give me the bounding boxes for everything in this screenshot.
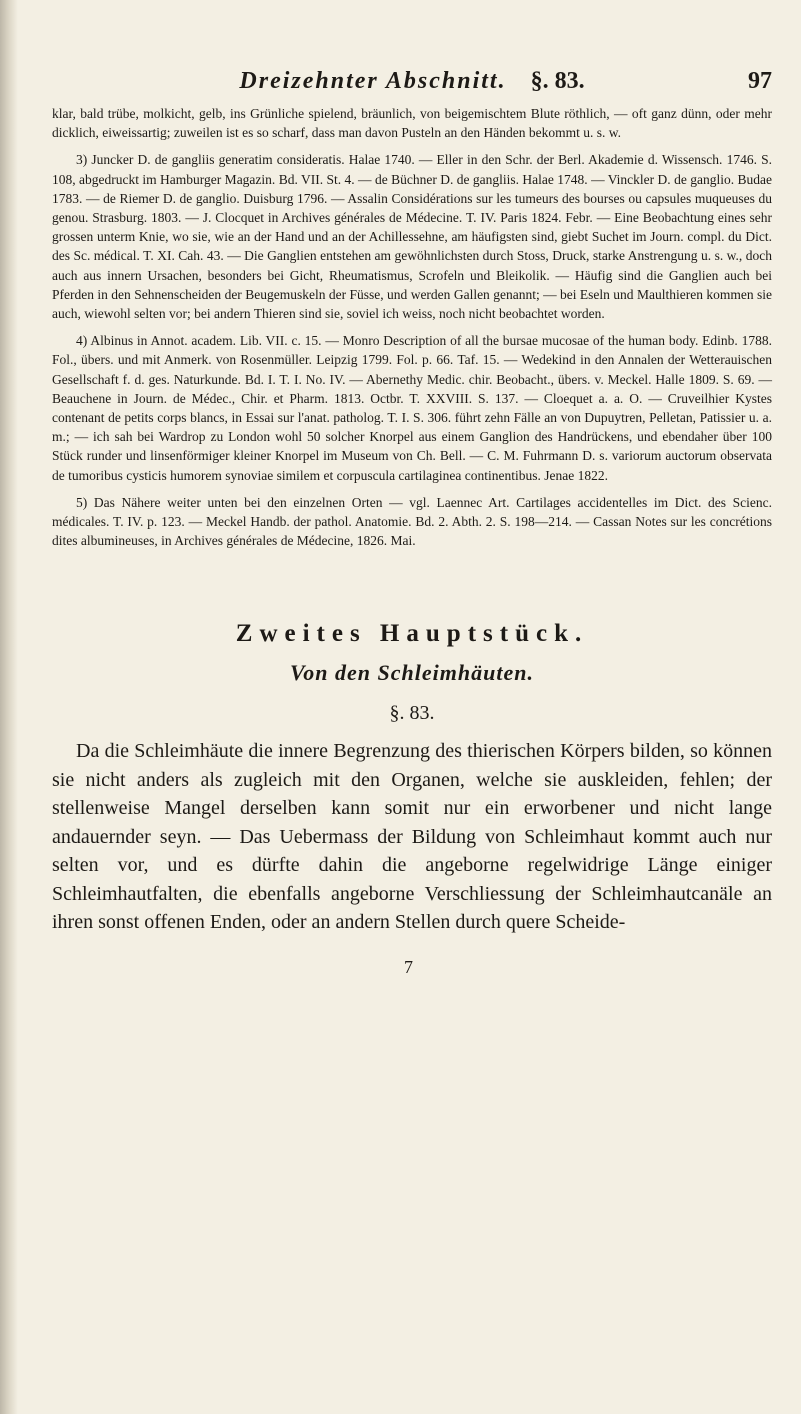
chapter-subtitle: Von den Schleimhäuten. bbox=[290, 660, 534, 686]
footnote-4: 4) Albinus in Annot. academ. Lib. VII. c. 15. — Monro Description of all the bursae mucosae of the human body. Edinb. 1788. Fol., übers. und mit Anmerk. von Rosenmüller. Leipzig 1799. Fol. p. 66. Taf. 15. — Wedekind in den Annalen der Wetterauischen Gesellschaft f. d. ges. Naturkunde. Bd. I. T. I. No. IV. — Abernethy Medic. chir. Beobacht., übers. v. Meckel. Halle 1809. S. 69. — Beauchene in Journ. de Médec., Chir. et Pharm. 1813. Octbr. T. XXVIII. S. 137. — Cloequet a. a. O. — Cruveilhier Kystes contenant de petits corps blancs, in Essai sur l'anat. patholog. T. I. S. 306. führt zehn Fälle an von Dupuytren, Pelletan, Patissier u. a. m.; — ich sah bei Wardrop zu London wohl 50 solcher Knorpel aus einem Ganglion des Handrückens, und ebendaher über 100 Stück runder und linsenförmiger kleiner Knorpel im Museum von Ch. Bell. — C. M. Fuhrmann D. s. variorum auctorum observata de tumoribus cysticis humorem synoviae similem et corpuscula cartilaginea continentibus. Jenae 1822. bbox=[52, 333, 772, 483]
section-number: §. 83. bbox=[389, 702, 435, 725]
note-continuation: klar, bald trübe, molkicht, gelb, ins Grünliche spielend, bräunlich, von beigemischtem Blute röthlich, — oft ganz dünn, oder mehr dicklich, eiweissartig; zuweilen ist es so scharf, dass man davon Pusteln an den Händen bekommt u. s. w. bbox=[52, 106, 772, 141]
book-page bbox=[52, 68, 772, 978]
running-title bbox=[52, 68, 772, 95]
chapter-title: Zweites Hauptstück. bbox=[235, 620, 589, 648]
page-number: 97 bbox=[748, 68, 772, 94]
page-edge-shadow bbox=[0, 0, 18, 1414]
signature-mark: 7 bbox=[404, 956, 413, 977]
footnote-3: 3) Juncker D. de gangliis generatim consideratis. Halae 1740. — Eller in den Schr. der Berl. Akademie d. Wissensch. 1746. S. 108, abgedruckt im Hamburger Magazin. Bd. VII. St. 4. — de Büchner D. de gangliis. Halae 1748. — Vinckler D. de ganglio. Budae 1783. — de Riemer D. de ganglio. Duisburg 1796. — Assalin Considérations sur les tumeurs des bourses ou capsules muqueuses du genou. Strasburg. 1803. — J. Clocquet in Archives générales de Médecine. T. IV. Paris 1824. Febr. — Eine Beobachtung eines sehr grossen unterm Knie, wo sie, wie an der Hand und an der Achillessehne, am häufigsten sind, giebt Suchet im Journ. compl. du Dict. des Sc. médical. T. XI. Cah. 43. — Die Ganglien entstehen am gewöhnlichsten durch Stoss, Druck, starke Anstrengung u. s. w., doch auch aus innern Ursachen, besonders bei Gicht, Rheumatismus, Scrofeln und Bleikolik. — Häufig sind die Ganglien auch bei Pferden in den Sehnenscheiden der Beugemuskeln der Füsse, und werden Gallen genannt; — bei Eseln und Maulthieren kommen sie auch, wiewohl selten vor; bei andern Thieren sind sie, soviel ich weiss, noch nicht beobachtet worden. bbox=[52, 152, 772, 322]
body-paragraph: Da die Schleimhäute die innere Begrenzung des thierischen Körpers bilden, so können sie nicht anders als zugleich mit den Organen, welche sie auskleiden, fehlen; der stellenweise Mangel derselben kann somit nur ein erworbener und nicht lange andauernder seyn. — Das Uebermass der Bildung von Schleimhaut kommt auch nur selten vor, und es dürfte dahin die angeborne regelwidrige Länge einiger Schleimhautfalten, die ebenfalls angeborne Verschliessung der Schleimhautcanäle an ihren sonst offenen Enden, oder an andern Stellen durch quere Scheide- bbox=[52, 740, 772, 934]
running-title-text: Dreizehnter Abschnitt. bbox=[239, 68, 507, 94]
running-header bbox=[52, 68, 772, 104]
footnote-5: 5) Das Nähere weiter unten bei den einzelnen Orten — vgl. Laennec Art. Cartilages accidentelles im Dict. des Scienc. médicales. T. IV. p. 123. — Meckel Handb. der pathol. Anatomie. Bd. 2. Abth. 2. S. 198—214. — Cassan Notes sur les concrétions dites albumineuses, in Archives générales de Médecine, 1826. Mai. bbox=[52, 494, 772, 549]
running-section: §. 83. bbox=[530, 68, 585, 94]
